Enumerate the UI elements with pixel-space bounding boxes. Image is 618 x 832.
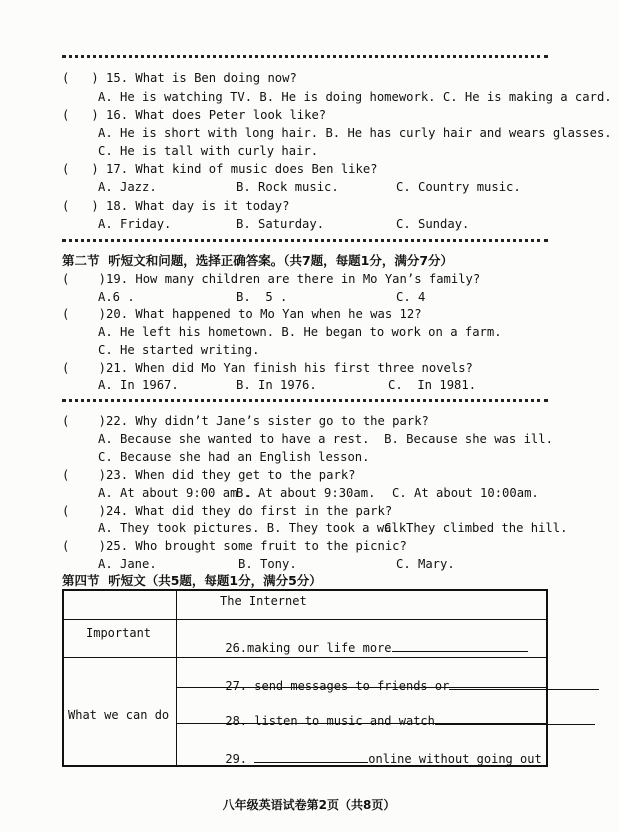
item-26-text: 26.making our life more [225, 641, 392, 655]
q16-options-1: A. He is short with long hair. B. He has curly hair and wears glasses. [98, 126, 612, 140]
q19-option-b: B. 5 . [236, 290, 288, 304]
q19-option-c: C. 4 [396, 290, 426, 304]
q22-options-1: A. Because she wanted to have a rest. B. Because she was ill. [98, 432, 553, 446]
table-header: The Internet [220, 594, 307, 608]
answer-blank-29[interactable] [254, 750, 368, 763]
table-divider [176, 591, 177, 765]
q18-option-a: A. Friday. [98, 217, 172, 231]
q21-stem: ( )21. When did Mo Yan finish his first three novels? [62, 361, 473, 375]
page-footer: 八年级英语试卷第2页（共8页） [222, 798, 396, 812]
q25-option-c: C. Mary. [396, 557, 455, 571]
table-rule [64, 619, 546, 620]
item-28-text: 28. listen to music and watch [225, 714, 435, 728]
q24-stem: ( )24. What did they do first in the park? [62, 504, 393, 518]
q19-stem: ( )19. How many children are there in Mo Yan’s family? [62, 272, 481, 286]
q25-option-b: B. Tony. [238, 557, 297, 571]
q22-options-2: C. Because she had an English lesson. [98, 450, 370, 464]
dotted-divider [62, 399, 548, 402]
item-27-text: 27. send messages to friends or [225, 679, 450, 693]
q18-option-c: C. Sunday. [396, 217, 470, 231]
q24-option-ab: A. They took pictures. B. They took a walk. [98, 521, 414, 535]
q20-options-2: C. He started writing. [98, 343, 260, 357]
dotted-divider [62, 239, 548, 242]
q20-stem: ( )20. What happened to Mo Yan when he was 12? [62, 307, 422, 321]
q17-option-c: C. Country music. [396, 180, 521, 194]
q16-stem: ( ) 16. What does Peter look like? [62, 108, 327, 122]
item-29-text: online without going out [368, 752, 542, 766]
q23-option-c: C. At about 10:00am. [392, 486, 539, 500]
q21-option-b: B. In 1976. [236, 378, 317, 392]
row-label-important: Important [86, 626, 152, 640]
q25-stem: ( )25. Who brought some fruit to the picnic? [62, 539, 407, 553]
q17-stem: ( ) 17. What kind of music does Ben like? [62, 162, 378, 176]
q15-options: A. He is watching TV. B. He is doing homework. C. He is making a card. [98, 90, 612, 104]
answer-blank-28[interactable] [435, 712, 595, 725]
q25-option-a: A. Jane. [98, 557, 157, 571]
q24-option-c: C. They climbed the hill. [384, 521, 568, 535]
q23-stem: ( )23. When did they get to the park? [62, 468, 356, 482]
q17-option-a: A. Jazz. [98, 180, 157, 194]
q23-option-b: B. At about 9:30am. [236, 486, 376, 500]
q18-stem: ( ) 18. What day is it today? [62, 199, 290, 213]
q23-option-a: A. At about 9:00 am . [98, 486, 253, 500]
internet-table [62, 589, 548, 767]
row-label-what-we-can-do: What we can do [68, 708, 170, 722]
q19-option-a: A.6 . [98, 290, 135, 304]
q18-option-b: B. Saturday. [236, 217, 325, 231]
section-2-title: 第二节 听短文和问题，选择正确答案。（共7题，每题1分，满分7分） [62, 253, 454, 268]
answer-blank-26[interactable] [392, 639, 528, 652]
section-4-title: 第四节 听短文（共5题，每题1分，满分5分） [62, 573, 322, 588]
q21-option-a: A. In 1967. [98, 378, 179, 392]
q20-options-1: A. He left his hometown. B. He began to work on a farm. [98, 325, 502, 339]
q15-stem: ( ) 15. What is Ben doing now? [62, 71, 297, 85]
q16-options-2: C. He is tall with curly hair. [98, 144, 319, 158]
answer-blank-27[interactable] [449, 677, 599, 690]
dotted-divider [62, 55, 548, 58]
q22-stem: ( )22. Why didn’t Jane’s sister go to the park? [62, 414, 429, 428]
q17-option-b: B. Rock music. [236, 180, 339, 194]
item-29-number: 29. [225, 752, 248, 766]
q21-option-c: C. In 1981. [388, 378, 477, 392]
item-29 [182, 736, 542, 780]
